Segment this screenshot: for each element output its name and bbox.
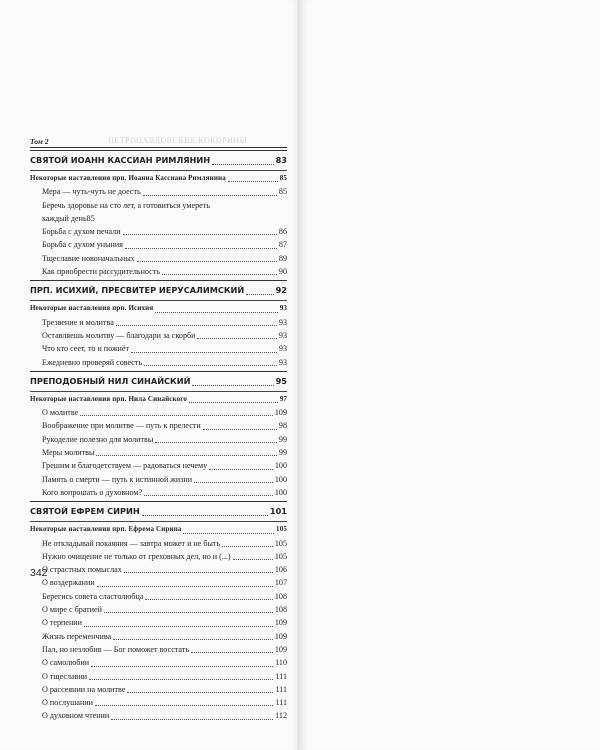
toc-page-number: 93 [278,330,287,340]
dot-leader [222,546,273,547]
toc-subheading[interactable] [30,523,287,536]
toc-entry-title: Некоторые наставления прп. Исихия [30,304,154,313]
section-rule [30,280,287,281]
toc-entry[interactable] [30,473,287,486]
toc-entry[interactable] [30,185,287,198]
toc-entry-title: Не откладывай покаяния — завтра может и не быть [42,538,221,548]
right-page [300,0,600,750]
toc-entry-title: ПРП. ИСИХИЙ, ПРЕСВИТЕР ИЕРУСАЛИМСКИЙ [30,285,245,296]
toc-entry-title: Берегись совета сластолюбца [42,591,144,601]
dot-leader [155,442,277,443]
toc-page-number: 95 [275,375,287,386]
dot-leader [97,586,273,587]
toc-section[interactable] [30,503,287,519]
toc-entry[interactable] [30,670,287,683]
toc-entry[interactable] [30,696,287,709]
toc-entry[interactable] [30,265,287,278]
dot-leader [212,164,273,165]
toc-page-number: 105 [276,525,287,534]
toc-entry-title: Беречь здоровье на сто лет, а готовиться умереть [42,200,210,210]
toc-subheading[interactable] [30,393,287,406]
toc-page-number: 99 [278,434,287,444]
dot-leader [144,495,273,496]
toc-entry-title: Что кто сеет, то и пожнёт [42,344,130,354]
toc-entry-title: Некоторые наставления прп. Ефрема Сирина [30,525,182,534]
toc-entry[interactable] [30,329,287,342]
dot-leader [131,352,277,353]
toc-page-number: 105 [274,551,287,561]
toc-entry-title: каждый день [42,213,87,223]
dot-leader [228,181,278,182]
toc-entry[interactable] [30,238,287,251]
toc-entry[interactable] [30,406,287,419]
toc-entry-title: Пал, но незлобив — Бог поможет восстать [42,644,190,654]
toc-entry-title: Борьба с духом печали [42,227,121,237]
toc-entry-title: Как приобрести рассудительность [42,267,161,277]
dot-leader [113,639,273,640]
toc-entry-title: О терпении [42,618,82,628]
toc-entry-title: О воздержании [42,578,95,588]
toc-section[interactable] [30,282,287,298]
toc-subheading[interactable] [30,302,287,315]
toc-page-number: 111 [275,671,287,681]
toc-page-number: 83 [275,155,287,165]
toc-page-number: 108 [274,605,287,615]
toc-page-number: 92 [275,285,287,296]
toc-entry[interactable] [30,459,287,472]
toc-page-number: 109 [274,618,287,628]
toc-entry-title: ПРЕПОДОБНЫЙ НИЛ СИНАЙСКИЙ [30,375,191,386]
toc-entry[interactable] [30,433,287,446]
toc-entry[interactable] [30,630,287,643]
toc-page-number: 106 [274,565,287,575]
toc-entry-title: О послушании [42,698,93,708]
dot-leader [203,429,277,430]
toc-entry[interactable] [30,563,287,576]
section-rule [30,391,287,392]
section-rule [30,501,287,502]
toc-entry-title: СВЯТОЙ ИОАНН КАССИАН РИМЛЯНИН [30,155,211,165]
dot-leader [125,248,277,249]
toc-page-number: 99 [278,448,287,458]
dot-leader [144,365,277,366]
toc-page-number: 100 [274,487,287,497]
toc-page-number: 89 [278,253,287,263]
toc-entry[interactable] [30,356,287,369]
toc-entry[interactable] [30,576,287,589]
toc-entry-title: Некоторые наставления прп. Иоанна Кассиана Римлянина [30,174,226,182]
dot-leader [145,599,272,600]
toc-page-number: 111 [275,684,287,694]
toc-entry[interactable] [30,550,287,563]
toc-entry-title: Нужно очищение не только от греховных дел, но и (...) [42,551,231,561]
toc-entry[interactable] [30,225,287,238]
toc-entry[interactable] [30,486,287,499]
section-rule [30,371,287,372]
section-rule [30,521,287,522]
toc-page-number: 110 [275,658,287,668]
dot-leader [95,705,274,706]
toc-entry-title: О молитве [42,408,79,418]
dot-leader [192,385,273,386]
toc-entry-title: О страстных помыслах [42,565,122,575]
toc-page-number: 93 [278,344,287,354]
toc-entry[interactable] [30,537,287,550]
dot-leader [233,559,273,560]
toc-page-number: 105 [274,538,287,548]
toc-entry[interactable] [30,342,287,355]
dot-leader [162,274,277,275]
toc-entry-title: Тщеславие новоначальных [42,253,135,263]
toc-page-number: 109 [274,631,287,641]
dot-leader [142,515,268,516]
toc-entry-title: Рукоделие полезно для молитвы [42,434,154,444]
toc-page-number: 85 [86,213,95,223]
toc-entry-title: О тщеславии [42,671,88,681]
toc-section[interactable] [30,373,287,389]
volume-label: Том 2 [30,137,49,146]
toc-entry-title: Воображение при молитве — путь к прелести [42,421,201,431]
toc-entry[interactable] [30,212,287,225]
toc-entry[interactable] [30,709,287,722]
toc-entry-title: Мера — чуть-чуть не доесть [42,187,141,197]
toc-page-number: 93 [279,304,287,313]
toc-entry-title: Ежедневно проверяй совесть [42,357,143,367]
left-toc [30,136,287,723]
toc-page-number: 100 [274,474,287,484]
toc-page-number: 97 [279,394,287,403]
dot-leader [197,338,276,339]
toc-entry-title: Борьба с духом уныния [42,240,123,250]
toc-entry-title: Некоторые наставления прп. Нила Синайского [30,394,188,403]
toc-page-number: 108 [274,591,287,601]
dot-leader [111,719,273,720]
dot-leader [155,312,277,313]
toc-entry-title: Жизнь переменчива [42,631,112,641]
section-rule [30,300,287,301]
toc-entry[interactable] [30,446,287,459]
dot-leader [189,402,278,403]
toc-page-number: 109 [274,408,287,418]
toc-section[interactable] [30,152,287,168]
dot-leader [80,415,273,416]
toc-entry[interactable] [30,643,287,656]
toc-entry-title: О мире с братией [42,605,102,615]
toc-page-number: 101 [269,506,287,517]
dot-leader [143,195,277,196]
toc-entry[interactable] [30,316,287,329]
toc-entry[interactable] [30,199,287,212]
toc-page-number: 93 [278,317,287,327]
toc-entry[interactable] [30,683,287,696]
toc-page-number: 87 [278,240,287,250]
toc-entry-title: Оставляешь молитву — благодари за скорби [42,330,196,340]
dot-leader [124,572,273,573]
toc-entry[interactable] [30,252,287,265]
toc-page-number: 100 [274,461,287,471]
dot-leader [84,626,273,627]
toc-page-number: 90 [278,267,287,277]
dot-leader [96,455,276,456]
dot-leader [191,652,273,653]
toc-entry-title: СВЯТОЙ ЕФРЕМ СИРИН [30,506,140,517]
toc-entry[interactable] [30,419,287,432]
section-rule [30,170,287,171]
toc-page-number: 109 [274,644,287,654]
volume-header [30,136,287,148]
toc-page-number: 85 [279,174,287,182]
toc-page-number: 111 [275,698,287,708]
toc-entry-title: Кого вопрошать о духовном? [42,487,143,497]
running-head-ghost: ПЕТРОПАВЛОВСКИЕ КОКОРИНЫ [108,136,248,145]
dot-leader [127,692,273,693]
section-rule [30,150,287,151]
toc-entry-title: Меры молитвы [42,448,95,458]
toc-entry-title: О духовном чтении [42,711,110,721]
dot-leader [123,234,277,235]
toc-entry-title: Память о смерти — путь к истинной жизни [42,474,193,484]
toc-page-number: 86 [278,227,287,237]
toc-entry[interactable] [30,656,287,669]
page-number-left: 342 [30,567,48,579]
dot-leader [116,325,277,326]
toc-entry-title: Грешим и благодетствуем — радоваться нечему [42,461,208,471]
dot-leader [137,261,277,262]
dot-leader [104,612,273,613]
dot-leader [183,533,274,534]
toc-entry-title: О рассеянии на молитве [42,684,126,694]
left-toc-entries [30,150,287,723]
dot-leader [209,469,273,470]
dot-leader [194,482,273,483]
toc-entry[interactable] [30,603,287,616]
dot-leader [91,666,273,667]
toc-page-number: 85 [278,187,287,197]
dot-leader [89,679,273,680]
toc-page-number: 98 [278,421,287,431]
toc-page-number: 93 [278,357,287,367]
toc-entry[interactable] [30,590,287,603]
dot-leader [246,294,273,295]
toc-subheading[interactable] [30,172,287,185]
toc-entry[interactable] [30,616,287,629]
toc-entry-title: О самолюбии [42,658,90,668]
toc-page-number: 107 [274,578,287,588]
toc-page-number: 112 [275,711,287,721]
toc-entry-title: Трезвение и молитва [42,317,114,327]
